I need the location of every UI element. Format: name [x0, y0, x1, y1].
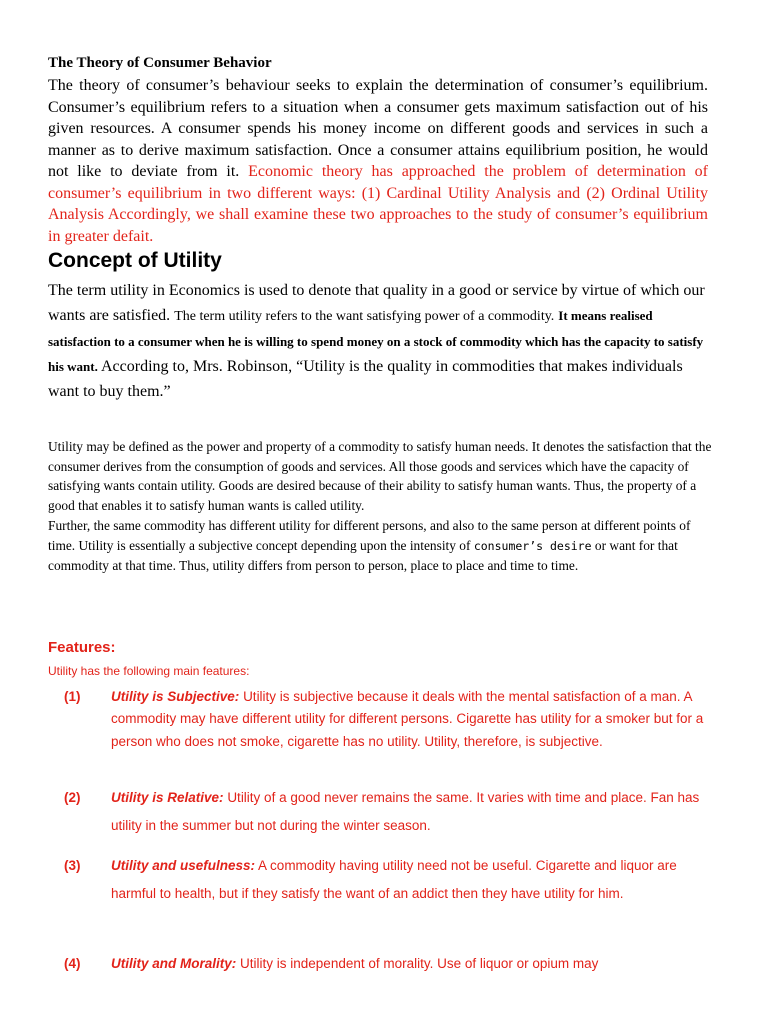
feature-text: A commodity having utility need not be useful. Cigarette and liquor are harmful to health, but if they satisfy the want of an addict then they have utility for him. — [111, 858, 677, 901]
concept-text-1: The term utility in Economics is used to denote that quality in a good or service by virtue of which our wants are satisfied. — [48, 282, 705, 324]
concept-paragraph — [48, 278, 708, 404]
feature-term: Utility and usefulness: — [111, 858, 256, 873]
feature-text: Utility is independent of morality. Use of liquor or opium may — [240, 956, 599, 971]
features-heading: Features: — [48, 639, 116, 656]
definition-text-2-mono: consumer’s desire — [473, 538, 592, 553]
definition-text-2b: or want for that commodity at that time. Thus, utility differs from person to person, place to place and time to time. — [48, 537, 678, 574]
concept-text-2: The term utility refers to the want satisfying power of a commodity. — [174, 309, 555, 324]
features-intro: Utility has the following main features: — [48, 664, 250, 678]
feature-number: (4) — [64, 956, 81, 971]
definition-text-2a: Further, the same commodity has different utility for different persons, and also to the same person at different points of time. Utility is essentially a subjective concept depending upon the intensity of — [48, 517, 691, 553]
intro-highlight-text: Economic theory has approached the problem of determination of consumer’s equilibrium in two different ways: (1) Cardinal Utility Analysis and (2) Ordinal Utility Analysis Accordingly, we shall examine these two approaches to the study of consumer’s equilibrium in greater defait. — [48, 163, 709, 245]
feature-term: Utility and Morality: — [111, 956, 237, 971]
concept-quote: According to, Mrs. Robinson, “Utility is the quality in commodities that makes individuals want to buy them.” — [48, 358, 683, 400]
definition-paragraph — [48, 437, 720, 576]
intro-paragraph — [48, 75, 708, 247]
feature-term: Utility is Subjective: — [111, 689, 240, 704]
feature-number: (3) — [64, 858, 81, 873]
feature-number: (2) — [64, 790, 81, 805]
concept-heading: Concept of Utility — [48, 249, 222, 272]
feature-term: Utility is Relative: — [111, 790, 224, 805]
concept-text-3: It means realised satisfaction to a consumer when he is willing to spend money on a stock of commodity which has the capacity to satisfy his want. — [48, 308, 704, 374]
document-title: The Theory of Consumer Behavior — [48, 55, 272, 71]
feature-text: Utility is subjective because it deals with the mental satisfaction of a man. A commodity may have different utility for different persons. Cigarette has utility for a smoker but for a person who does not smoke, cigarette has no utility. Utility, therefore, is subjective. — [111, 689, 704, 749]
feature-number: (1) — [64, 689, 81, 704]
definition-text-1: Utility may be defined as the power and property of a commodity to satisfy human needs. It denotes the satisfaction that the consumer derives from the consumption of goods and services. All those goods and services which have the capacity of satisfying wants contain utility. Goods are desired because of their ability to satisfy human wants. Thus, the property of a good that enables it to satisfy human wants is called utility. — [48, 439, 712, 514]
intro-text: The theory of consumer’s behaviour seeks to explain the determination of consumer’s equilibrium. Consumer’s equilibrium refers to a situation when a consumer gets maximum satisfaction out of his given resources. A consumer spends his money income on different goods and services in such a manner as to derive maximum satisfaction. Once a consumer attains equilibrium position, he would not like to deviate from it. — [48, 77, 708, 180]
feature-text: Utility of a good never remains the same. It varies with time and place. Fan has utility in the summer but not during the winter season. — [111, 790, 700, 833]
